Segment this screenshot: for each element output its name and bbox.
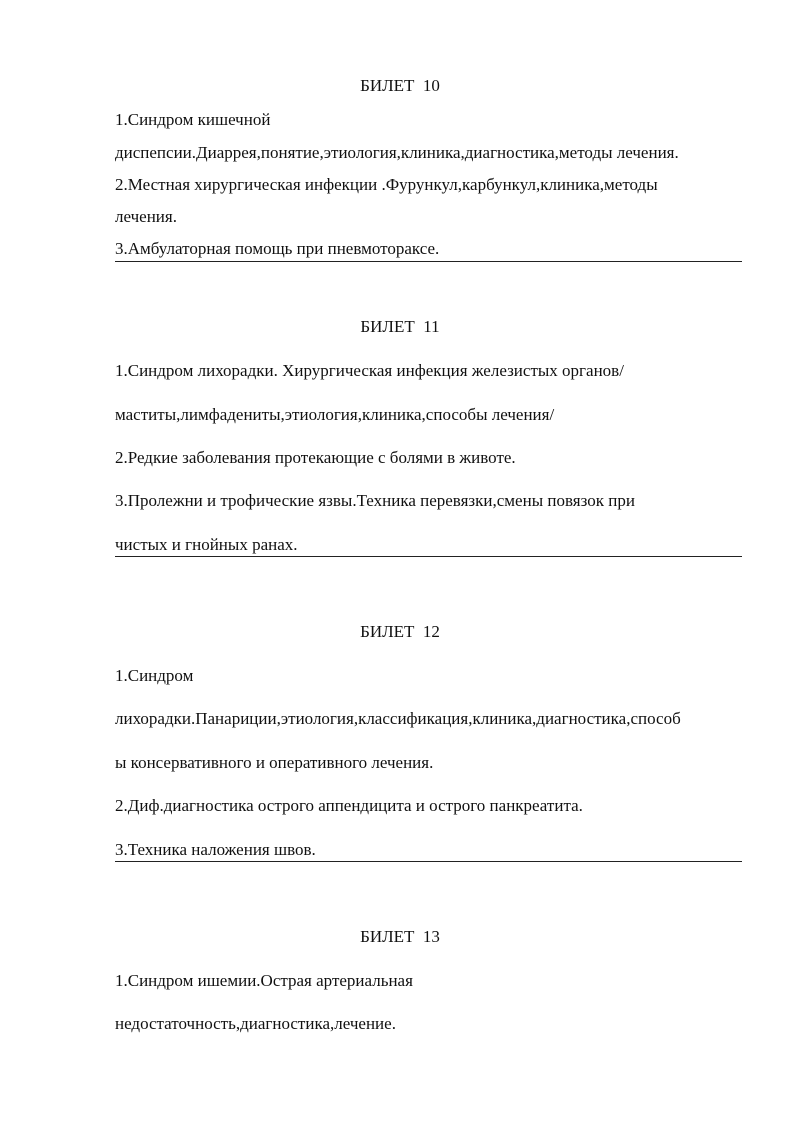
ticket-12-line-5: 3.Техника наложения швов. <box>115 840 316 859</box>
ticket-11-line-4: 3.Пролежни и трофические язвы.Техника перевязки,смены повязок при <box>115 491 635 510</box>
ticket-11-line-2: маститы,лимфадениты,этиология,клиника,способы лечения/ <box>115 405 555 424</box>
ticket-11-line-5: чистых и гнойных ранах. <box>115 535 298 554</box>
ticket-10-line-3: 2.Местная хирургическая инфекции .Фурункул,карбункул,клиника,методы <box>115 175 658 194</box>
ticket-10-line-5: 3.Амбулаторная помощь при пневмотораксе. <box>115 239 440 258</box>
ticket-10-line-4: лечения. <box>115 207 177 226</box>
ticket-11-line-1: 1.Синдром лихорадки. Хирургическая инфекция железистых органов/ <box>115 361 624 380</box>
ticket-11-line-3: 2.Редкие заболевания протекающие с болями в животе. <box>115 448 516 467</box>
ticket-12-line-2: лихорадки.Панариции,этиология,классификация,клиника,диагностика,способ <box>115 709 681 728</box>
ticket-13-line-1: 1.Синдром ишемии.Острая артериальная <box>115 971 413 990</box>
ticket-10-line-2: диспепсии.Диаррея,понятие,этиология,клиника,диагностика,методы лечения. <box>115 143 679 162</box>
ticket-11-title: БИЛЕТ 11 <box>360 317 440 336</box>
ticket-10-title: БИЛЕТ 10 <box>360 76 440 95</box>
ticket-10-line-1: 1.Синдром кишечной <box>115 110 271 129</box>
ticket-13-line-2: недостаточность,диагностика,лечение. <box>115 1014 396 1033</box>
ticket-12-line-1: 1.Синдром <box>115 666 194 685</box>
ticket-10-divider <box>115 261 742 262</box>
ticket-11-divider <box>115 556 742 557</box>
ticket-12-divider <box>115 861 742 862</box>
ticket-12-line-3: ы консервативного и оперативного лечения. <box>115 753 434 772</box>
ticket-12-title: БИЛЕТ 12 <box>360 622 440 641</box>
ticket-13-title: БИЛЕТ 13 <box>360 927 440 946</box>
ticket-12-line-4: 2.Диф.диагностика острого аппендицита и острого панкреатита. <box>115 796 583 815</box>
